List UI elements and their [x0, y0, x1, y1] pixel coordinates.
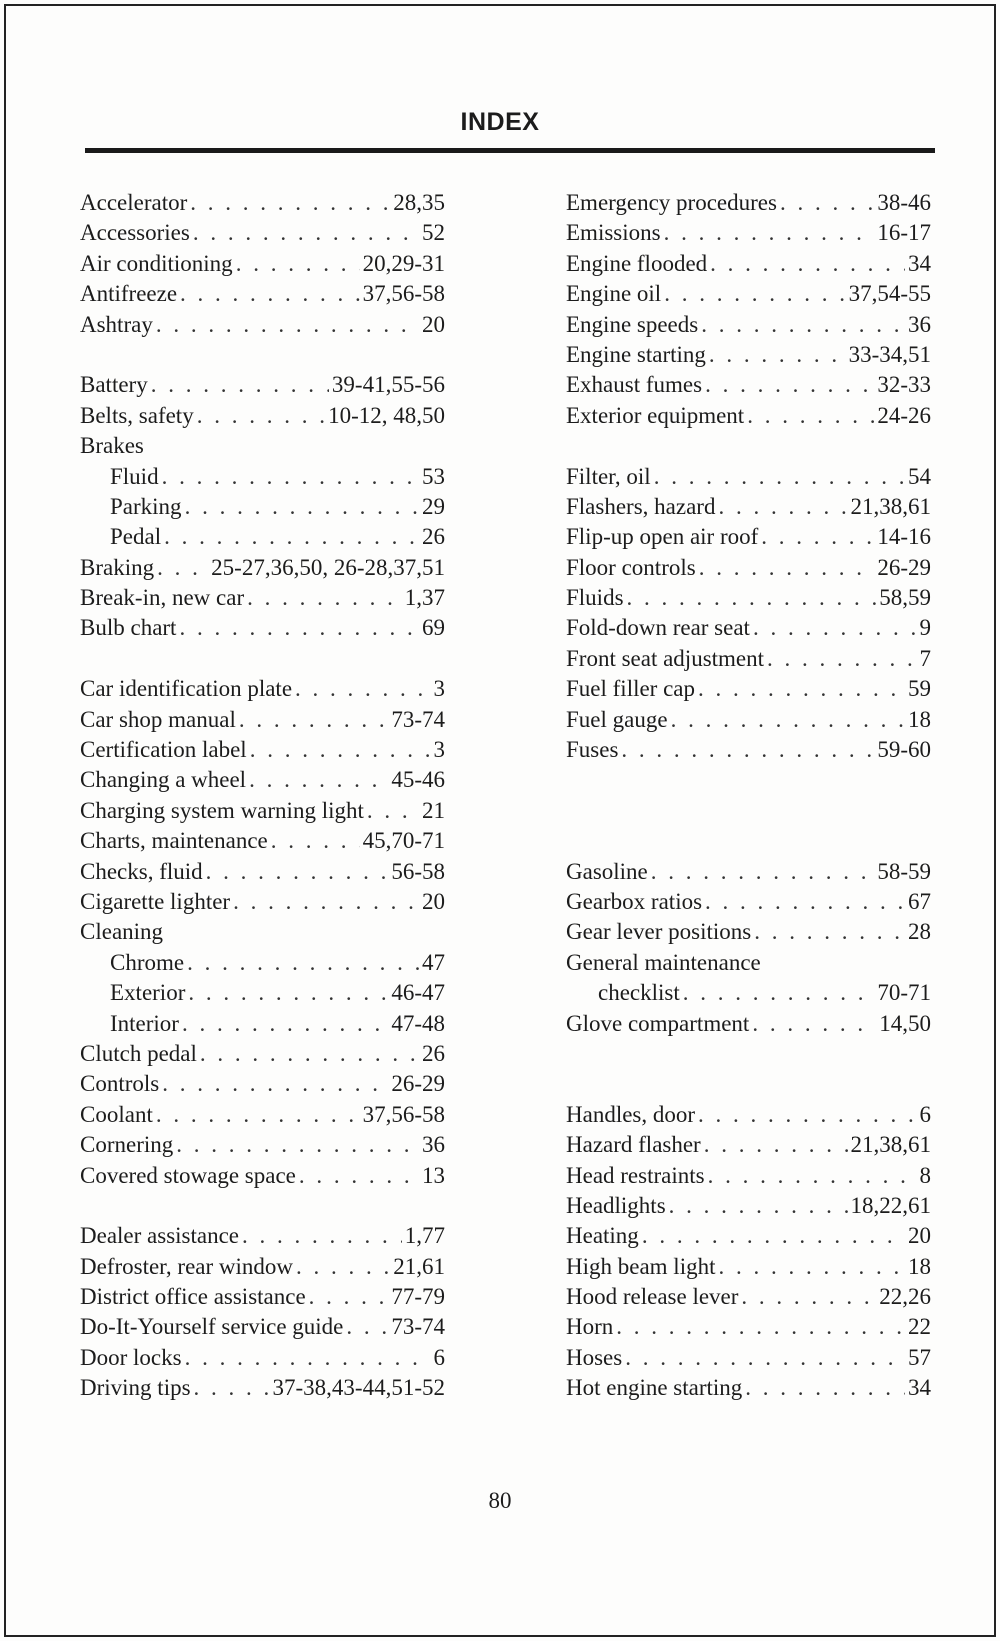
entry-label: Head restraints [566, 1162, 705, 1188]
index-entry [566, 188, 931, 218]
dot-leader [194, 1373, 270, 1403]
index-entry [566, 1373, 931, 1403]
entry-label: Fold-down rear seat [566, 615, 750, 641]
dot-leader [187, 948, 419, 978]
index-entry [80, 1343, 445, 1373]
entry-label: checklist [598, 980, 680, 1006]
entry-label: Charts, maintenance [80, 828, 268, 854]
dot-leader [309, 1282, 389, 1312]
dot-leader [157, 553, 208, 583]
index-entry [566, 1221, 931, 1251]
entry-pages: 45,70-71 [362, 828, 445, 854]
dot-leader [185, 492, 419, 522]
entry-label: Parking [110, 493, 182, 519]
entry-label: Changing a wheel [80, 767, 247, 793]
index-entry [566, 462, 931, 492]
entry-label: Fluids [566, 585, 624, 611]
entry-pages: 26 [422, 524, 445, 550]
entry-pages: 39-41,55-56 [331, 372, 445, 398]
index-entry [566, 1191, 931, 1221]
dot-leader [654, 462, 905, 492]
entry-label: Car identification plate [80, 676, 293, 702]
entry-pages: 33-34,51 [848, 341, 931, 367]
dot-leader [752, 1009, 876, 1039]
index-entry [80, 1221, 445, 1251]
index-entry [566, 522, 931, 552]
entry-label: Clutch pedal [80, 1040, 197, 1066]
index-entry [80, 674, 445, 704]
entry-pages: 28 [908, 919, 931, 945]
dot-leader [705, 370, 874, 400]
index-subentry [80, 948, 445, 978]
entry-gap [566, 1069, 931, 1099]
entry-label: Emergency procedures [566, 190, 777, 215]
dot-leader [182, 1009, 388, 1039]
dot-leader [669, 1191, 848, 1221]
index-entry [566, 401, 931, 431]
index-entry [80, 1161, 445, 1191]
entry-label: Defroster, rear window [80, 1253, 294, 1279]
index-entry [80, 887, 445, 917]
entry-label: Headlights [566, 1192, 666, 1218]
dot-leader [190, 188, 390, 218]
entry-pages: 77-79 [391, 1284, 445, 1310]
index-entry [80, 431, 445, 461]
dot-leader [185, 1343, 431, 1373]
dot-leader [671, 705, 905, 735]
page-title: INDEX [460, 108, 540, 136]
index-entry [566, 978, 931, 1008]
dot-leader [767, 644, 916, 674]
dot-leader [780, 188, 874, 218]
dot-leader [197, 401, 325, 431]
index-entry [80, 857, 445, 887]
entry-pages: 22,26 [879, 1284, 931, 1310]
index-subentry [80, 1009, 445, 1039]
entry-label: Door locks [80, 1344, 182, 1370]
index-entry [566, 887, 931, 917]
entry-label: Chrome [110, 949, 185, 975]
entry-label: Covered stowage space [80, 1162, 296, 1188]
index-entry [566, 218, 931, 248]
index-entry [566, 553, 931, 583]
title-rule [85, 148, 935, 153]
index-entry [80, 218, 445, 248]
entry-pages: 45-46 [391, 767, 445, 793]
entry-label: Horn [566, 1314, 614, 1340]
entry-label: Exhaust fumes [566, 372, 703, 398]
entry-pages: 20,29-31 [362, 250, 445, 276]
entry-pages: 21,38,61 [850, 1132, 931, 1158]
entry-label: Fluid [110, 463, 159, 489]
dot-leader [249, 765, 388, 795]
dot-leader [699, 553, 875, 583]
dot-leader [664, 218, 875, 248]
dot-leader [180, 279, 360, 309]
index-entry [80, 279, 445, 309]
entry-label: General maintenance [566, 949, 761, 975]
index-entry [566, 1130, 931, 1160]
index-entry [566, 1161, 931, 1191]
entry-label: Antifreeze [80, 281, 178, 307]
dot-leader [176, 1130, 419, 1160]
index-entry [80, 1130, 445, 1160]
entry-pages: 13 [422, 1162, 445, 1188]
entry-label: Hot engine starting [566, 1375, 743, 1401]
entry-pages: 29 [422, 493, 445, 519]
dot-leader [162, 1069, 388, 1099]
index-entry [566, 674, 931, 704]
index-subentry [80, 978, 445, 1008]
index-entry [566, 310, 931, 340]
dot-leader [616, 1312, 905, 1342]
entry-label: Fuel gauge [566, 706, 668, 732]
entry-label: Certification label [80, 737, 247, 763]
entry-pages: 47 [422, 949, 445, 975]
entry-pages: 3 [433, 737, 445, 763]
dot-leader [747, 401, 874, 431]
entry-label: Hoses [566, 1344, 623, 1370]
entry-pages: 37,56-58 [362, 1101, 445, 1127]
entry-label: Flip-up open air roof [566, 524, 759, 550]
index-entry [80, 1282, 445, 1312]
entry-pages: 46-47 [391, 980, 445, 1006]
index-entry [80, 188, 445, 218]
entry-pages: 59-60 [877, 737, 931, 763]
entry-label: Engine flooded [566, 250, 708, 276]
entry-label: Gear lever positions [566, 919, 752, 945]
entry-label: Cigarette lighter [80, 888, 231, 914]
index-entry [80, 310, 445, 340]
dot-leader [156, 310, 419, 340]
entry-label: Exterior [110, 980, 186, 1006]
entry-label: Air conditioning [80, 250, 233, 276]
dot-leader [151, 370, 329, 400]
entry-pages: 57 [908, 1344, 931, 1370]
dot-leader [698, 674, 905, 704]
dot-leader [701, 310, 905, 340]
index-entry [80, 917, 445, 947]
entry-label: Engine speeds [566, 311, 699, 337]
dot-leader [718, 1252, 905, 1282]
entry-pages: 56-58 [391, 858, 445, 884]
index-entry [566, 1100, 931, 1130]
entry-label: Engine oil [566, 281, 662, 307]
dot-leader [164, 522, 419, 552]
entry-pages: 21,38,61 [850, 493, 931, 519]
index-entry [566, 249, 931, 279]
dot-leader [239, 705, 388, 735]
entry-label: Handles, door [566, 1101, 696, 1127]
dot-leader [236, 249, 360, 279]
entry-pages: 58-59 [877, 858, 931, 884]
index-entry [566, 857, 931, 887]
entry-pages: 70-71 [877, 980, 931, 1006]
entry-pages: 21,61 [393, 1253, 445, 1279]
index-entry [80, 826, 445, 856]
entry-gap [80, 644, 445, 674]
index-entry [80, 583, 445, 613]
dot-leader [709, 340, 846, 370]
dot-leader [753, 613, 917, 643]
entry-pages: 8 [919, 1162, 931, 1188]
entry-pages: 28,35 [393, 190, 445, 215]
dot-leader [206, 857, 389, 887]
entry-label: Cornering [80, 1132, 174, 1158]
dot-leader [299, 1161, 419, 1191]
index-entry [566, 1343, 931, 1373]
entry-pages: 18,22,61 [850, 1192, 931, 1218]
index-subentry [80, 492, 445, 522]
entry-label: Gearbox ratios [566, 888, 703, 914]
index-entry [80, 401, 445, 431]
index-entry [80, 1039, 445, 1069]
dot-leader [754, 917, 905, 947]
entry-label: Do-It-Yourself service guide [80, 1314, 344, 1340]
entry-gap [80, 1191, 445, 1221]
index-entry [80, 1252, 445, 1282]
entry-gap [566, 1039, 931, 1069]
dot-leader [295, 674, 430, 704]
entry-pages: 25-27,36,50, 26-28,37,51 [211, 554, 445, 580]
entry-pages: 37,54-55 [848, 281, 931, 307]
entry-label: Exterior equipment [566, 402, 745, 428]
entry-label: Ashtray [80, 311, 153, 337]
entry-pages: 69 [422, 615, 445, 641]
dot-leader [367, 796, 419, 826]
entry-label: Brakes [80, 433, 144, 459]
entry-pages: 1,37 [404, 585, 445, 611]
index-entry [80, 705, 445, 735]
entry-pages: 18 [908, 706, 931, 732]
entry-gap [566, 826, 931, 856]
index-entry [80, 613, 445, 643]
index-entry [80, 1312, 445, 1342]
index-entry [566, 1282, 931, 1312]
entry-label: District office assistance [80, 1284, 306, 1310]
entry-pages: 3 [433, 676, 445, 702]
entry-pages: 16-17 [877, 220, 931, 246]
entry-label: Charging system warning light [80, 797, 364, 823]
dot-leader [179, 613, 419, 643]
dot-leader [247, 583, 402, 613]
dot-leader [718, 492, 847, 522]
entry-label: Fuses [566, 737, 619, 763]
entry-pages: 14,50 [879, 1010, 931, 1036]
dot-leader [162, 462, 419, 492]
entry-pages: 37-38,43-44,51-52 [272, 1375, 445, 1401]
dot-leader [741, 1282, 876, 1312]
entry-pages: 34 [908, 1375, 931, 1401]
dot-leader [625, 1343, 905, 1373]
entry-pages: 22 [908, 1314, 931, 1340]
dot-leader [708, 1161, 917, 1191]
entry-pages: 18 [908, 1253, 931, 1279]
index-entry [80, 735, 445, 765]
entry-label: Glove compartment [566, 1010, 750, 1036]
dot-leader [346, 1312, 388, 1342]
entry-pages: 47-48 [391, 1010, 445, 1036]
entry-pages: 7 [919, 645, 931, 671]
index-entry [80, 1100, 445, 1130]
dot-leader [188, 978, 388, 1008]
dot-leader [704, 1130, 848, 1160]
entry-label: Coolant [80, 1101, 153, 1127]
entry-pages: 26-29 [877, 554, 931, 580]
entry-pages: 34 [908, 250, 931, 276]
index-entry [566, 644, 931, 674]
dot-leader [683, 978, 875, 1008]
dot-leader [250, 735, 431, 765]
entry-pages: 53 [422, 463, 445, 489]
entry-pages: 20 [422, 311, 445, 337]
index-entry [80, 796, 445, 826]
index-subentry [80, 462, 445, 492]
entry-pages: 73-74 [391, 1314, 445, 1340]
dot-leader [271, 826, 360, 856]
index-entry [80, 1373, 445, 1403]
index-entry [566, 370, 931, 400]
entry-pages: 24-26 [877, 402, 931, 428]
entry-pages: 20 [908, 1223, 931, 1249]
entry-label: Belts, safety [80, 402, 194, 428]
entry-pages: 54 [908, 463, 931, 489]
index-entry [566, 340, 931, 370]
dot-leader [200, 1039, 419, 1069]
index-entry [566, 583, 931, 613]
entry-pages: 67 [908, 888, 931, 914]
entry-pages: 1,77 [404, 1223, 445, 1249]
entry-label: Gasoline [566, 858, 648, 884]
index-entry [80, 1069, 445, 1099]
index-column-left [80, 188, 445, 1404]
index-entry [566, 613, 931, 643]
entry-pages: 26 [422, 1040, 445, 1066]
index-column-right [566, 188, 931, 1404]
entry-pages: 36 [908, 311, 931, 337]
entry-pages: 14-16 [877, 524, 931, 550]
dot-leader [296, 1252, 390, 1282]
dot-leader [233, 887, 419, 917]
index-entry [566, 917, 931, 947]
entry-pages: 20 [422, 888, 445, 914]
dot-leader [698, 1100, 916, 1130]
entry-label: Driving tips [80, 1375, 191, 1401]
index-entry [80, 249, 445, 279]
dot-leader [156, 1100, 360, 1130]
index-entry [566, 735, 931, 765]
entry-gap [80, 340, 445, 370]
entry-pages: 10-12, 48,50 [328, 402, 445, 428]
entry-pages: 32-33 [877, 372, 931, 398]
index-entry [566, 1009, 931, 1039]
dot-leader [627, 583, 877, 613]
index-entry [80, 370, 445, 400]
entry-label: Interior [110, 1010, 179, 1036]
entry-label: Accelerator [80, 190, 188, 215]
entry-label: Heating [566, 1223, 639, 1249]
entry-label: Pedal [110, 524, 162, 550]
entry-pages: 58,59 [879, 585, 931, 611]
entry-pages: 9 [919, 615, 931, 641]
entry-label: Flashers, hazard [566, 493, 716, 519]
entry-gap [566, 796, 931, 826]
index-entry [566, 705, 931, 735]
entry-label: Accessories [80, 220, 190, 246]
entry-label: High beam light [566, 1253, 716, 1279]
entry-label: Emissions [566, 220, 661, 246]
dot-leader [651, 857, 875, 887]
index-subentry [80, 522, 445, 552]
entry-label: Floor controls [566, 554, 696, 580]
dot-leader [242, 1221, 402, 1251]
entry-label: Front seat adjustment [566, 645, 765, 671]
entry-label: Dealer assistance [80, 1223, 240, 1249]
entry-label: Braking [80, 554, 155, 580]
page-number: 80 [488, 1488, 512, 1513]
dot-leader [621, 735, 874, 765]
entry-pages: 26-29 [391, 1071, 445, 1097]
index-entry [566, 492, 931, 522]
entry-label: Cleaning [80, 919, 164, 945]
dot-leader [710, 249, 905, 279]
dot-leader [745, 1373, 905, 1403]
dot-leader [761, 522, 874, 552]
entry-label: Fuel filler cap [566, 676, 696, 702]
entry-pages: 59 [908, 676, 931, 702]
entry-label: Hood release lever [566, 1284, 739, 1310]
entry-pages: 38-46 [877, 190, 931, 215]
index-entry [566, 948, 931, 978]
entry-label: Car shop manual [80, 706, 236, 732]
entry-pages: 6 [433, 1344, 445, 1370]
entry-gap [566, 431, 931, 461]
entry-label: Checks, fluid [80, 858, 203, 884]
index-entry [566, 279, 931, 309]
entry-label: Battery [80, 372, 148, 398]
dot-leader [705, 887, 905, 917]
entry-pages: 21 [422, 797, 445, 823]
entry-pages: 52 [422, 220, 445, 246]
entry-label: Engine starting [566, 341, 706, 367]
dot-leader [642, 1221, 905, 1251]
index-entry [566, 1312, 931, 1342]
entry-pages: 36 [422, 1132, 445, 1158]
dot-leader [664, 279, 845, 309]
entry-label: Hazard flasher [566, 1132, 701, 1158]
entry-label: Bulb chart [80, 615, 177, 641]
entry-label: Filter, oil [566, 463, 651, 489]
entry-pages: 37,56-58 [362, 281, 445, 307]
index-entry [80, 765, 445, 795]
entry-label: Break-in, new car [80, 585, 245, 611]
index-entry [566, 1252, 931, 1282]
entry-label: Controls [80, 1071, 160, 1097]
entry-pages: 6 [919, 1101, 931, 1127]
dot-leader [193, 218, 419, 248]
entry-pages: 73-74 [391, 706, 445, 732]
entry-gap [566, 765, 931, 795]
index-entry [80, 553, 445, 583]
